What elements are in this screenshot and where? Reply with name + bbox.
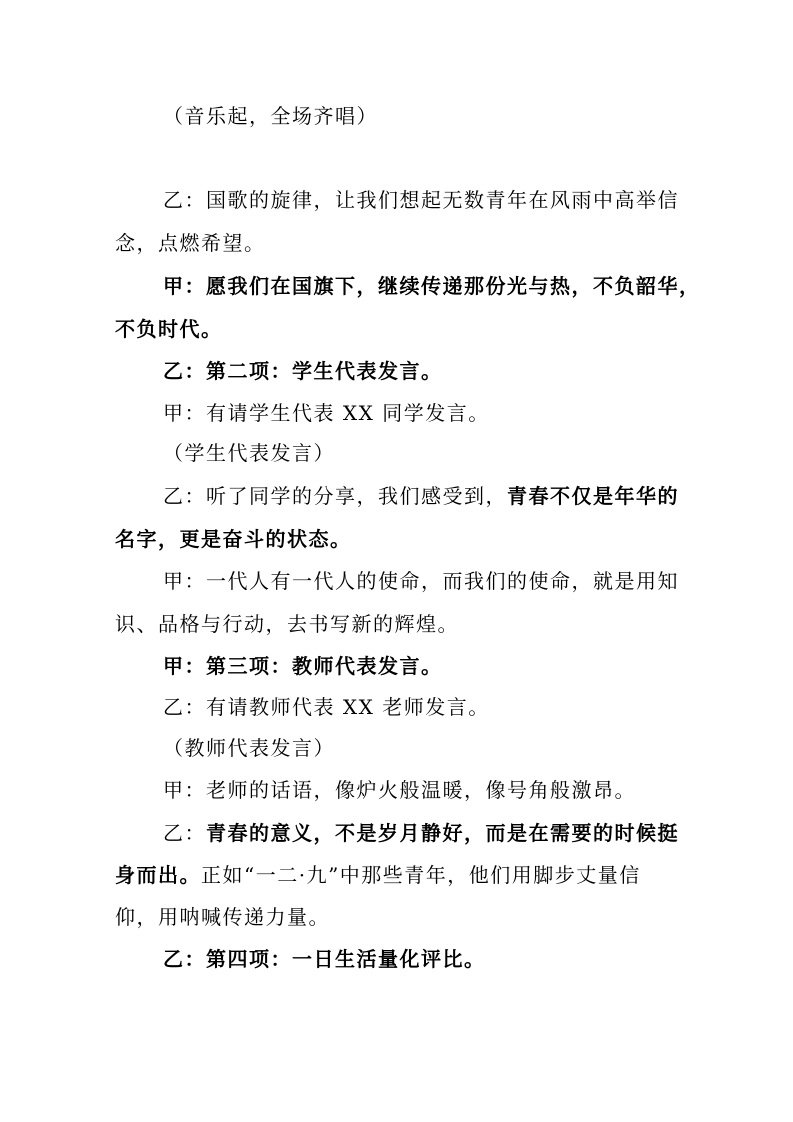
speech-yi-anthem-line2: 念，点燃希望。 [115,231,266,255]
speech-jia-mission-line2: 识、品格与行动，去书写新的辉煌。 [115,612,459,636]
speech-jia-flag-line1: 甲：愿我们在国旗下，继续传递那份光与热，不负韶华， [163,274,701,298]
stage-direction-student: （学生代表发言） [163,441,335,465]
speech-yi-youth-line2: 名字，更是奋斗的状态。 [115,527,352,551]
speech-jia-teacher-words: 甲：老师的话语，像炉火般温暖，像号角般激昂。 [163,778,636,802]
speech-yi-youth-line1: 乙：听了同学的分享，我们感受到，青春不仅是年华的 [163,484,679,508]
speech-yi-meaning-line2: 身而出。正如“一二·九”中那些青年，他们用脚步丈量信 [115,863,641,887]
speech-jia-flag-line2: 不负时代。 [115,317,223,341]
agenda-item-2-heading: 乙：第二项：学生代表发言。 [163,359,443,383]
speech-jia-mission-line1: 甲：一代人有一代人的使命，而我们的使命，就是用知 [163,569,679,593]
agenda-item-4-heading: 乙：第四项：一日生活量化评比。 [163,947,486,971]
speech-yi-invite-teacher: 乙：有请教师代表 XX 老师发言。 [163,695,490,719]
stage-direction-anthem: （音乐起，全场齐唱） [163,104,378,128]
stage-direction-teacher: （教师代表发言） [163,736,335,760]
speech-yi-anthem-line1: 乙：国歌的旋律，让我们想起无数青年在风雨中高举信 [163,188,679,212]
agenda-item-3-heading: 甲：第三项：教师代表发言。 [163,654,443,678]
speech-yi-meaning-line3: 仰，用呐喊传递力量。 [115,905,330,929]
speech-jia-invite-student: 甲：有请学生代表 XX 同学发言。 [163,401,490,425]
speech-yi-meaning-line1: 乙：青春的意义，不是岁月静好，而是在需要的时候挺 [163,821,679,845]
